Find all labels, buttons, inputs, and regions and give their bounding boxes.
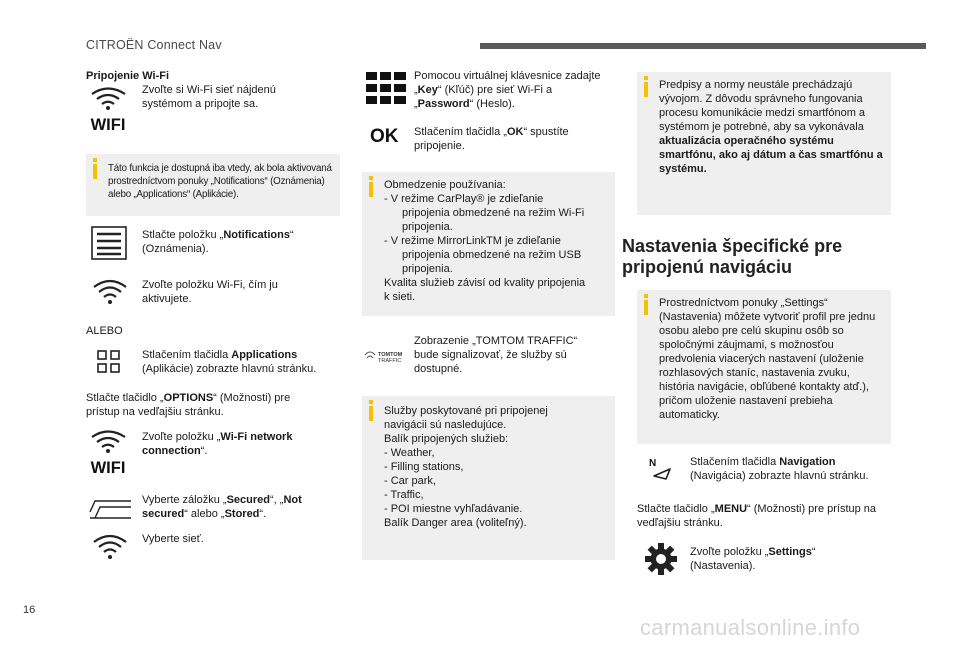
step-notifications: Stlačte položku „Notifications“ (Oznámenia). (142, 229, 294, 255)
header-bar (480, 43, 926, 49)
step-select-wifi-network: Zvoľte si Wi-Fi sieť nájdenú systémom a pripojte sa. (142, 84, 276, 110)
svg-text:N: N (649, 458, 657, 469)
note-box-regulations (637, 72, 891, 215)
navigation-arrow-icon (649, 456, 673, 480)
note-box-feature-availability (86, 154, 340, 216)
step-navigation: Stlačením tlačidla Navigation (Navigácia) zobrazte hlavnú stránku. (690, 456, 869, 482)
note-box-settings-profile (637, 290, 891, 444)
note-box-connected-services (362, 396, 615, 560)
note-marker (93, 164, 97, 179)
step-applications: Stlačením tlačidla Applications (Aplikácie) zobrazte hlavnú stránku. (142, 349, 317, 375)
step-press-ok: Stlačením tlačidla „OK“ spustíte pripojenie. (414, 126, 569, 152)
note-box-usage-limits (362, 172, 615, 316)
applications-grid-icon (97, 350, 121, 374)
wifi-icon (90, 532, 130, 564)
note-text: Prostredníctvom ponuky „Settings“ (Nastavenia) môžete vytvoriť profil pre jednu osobu alebo pre celú skupinu osôb so spoločnými záujmami, s možnosťou predvolenia viacerých nastavení (uloženie rozhlasových staníc, nastavenia zvuku, história navigácie, obľúbené kontakty atď.), pričom uloženie nastavení prebieha automaticky. (659, 297, 876, 421)
ok-button-icon: OK (370, 126, 399, 147)
step-select-network: Vyberte sieť. (142, 533, 204, 545)
step-wifi-network-connection: Zvoľte položku „Wi-Fi network connection“. (142, 431, 293, 457)
note-text: Obmedzenie používania: - V režime CarPlay® je zdieľanie pripojenia obmedzené na režim Wi-Fi pripojenia. - V režime MirrorLinkTM je zdieľanie pripojenia obmedzené na režim USB pripojenia. Kvalita služieb závisí od kvality pripojenia k sieti. (384, 179, 586, 303)
wifi-icon (86, 84, 131, 132)
tomtom-traffic-logo-icon (364, 346, 406, 366)
wifi-icon (86, 427, 131, 475)
tab-selector-icon (88, 494, 132, 520)
step-tomtom-traffic: Zobrazenie „TOMTOM TRAFFIC“ bude signalizovať, že služby sú dostupné. (414, 335, 578, 375)
or-separator: ALEBO (86, 325, 123, 337)
step-activate-wifi: Zvoľte položku Wi-Fi, čím ju aktivujete. (142, 279, 278, 305)
tomtom-logo-text: TOMTOM (378, 352, 403, 358)
note-text: Táto funkcia je dostupná iba vtedy, ak bola aktivovaná prostredníctvom ponuky „Notifications“ (Oznámenia) alebo „Applications“ (Aplikácie). (108, 163, 332, 200)
wifi-label: WIFI (90, 459, 126, 475)
svg-text:TRAFFIC: TRAFFIC (378, 358, 402, 364)
wifi-icon (90, 277, 130, 309)
step-select-tab: Vyberte záložku „Secured“, „Not secured“ alebo „Stored“. (142, 494, 302, 520)
notifications-list-icon (91, 226, 127, 260)
step-options: Stlačte tlačidlo „OPTIONS“ (Možnosti) pre prístup na vedľajšiu stránku. (86, 392, 291, 418)
note-marker (644, 300, 648, 315)
keyboard-icon (366, 72, 406, 104)
note-marker (369, 406, 373, 421)
watermark: carmanualsonline.info (640, 615, 861, 640)
document-header-title: CITROËN Connect Nav (86, 38, 222, 52)
note-text: Služby poskytované pri pripojenej navigácii sú nasledujúce. Balík pripojených služieb: - Weather, - Filling stations, - Car park, - Traffic, - POI miestne vyhľadávanie. Balík Danger area (voliteľný). (384, 405, 548, 529)
gear-icon (644, 542, 678, 576)
note-marker (644, 82, 648, 97)
section-title-wifi: Pripojenie Wi-Fi (86, 70, 170, 82)
wifi-label: WIFI (90, 116, 126, 132)
page-number: 16 (23, 604, 36, 616)
step-enter-key-password: Pomocou virtuálnej klávesnice zadajte „Key“ (Kľúč) pre sieť Wi-Fi a „Password“ (Heslo). (414, 70, 601, 110)
step-settings: Zvoľte položku „Settings“ (Nastavenia). (690, 546, 816, 572)
section-heading-navigation-settings: Nastavenia špecifické pre pripojenú navigáciu (622, 236, 843, 277)
step-menu: Stlačte tlačidlo „MENU“ (Možnosti) pre prístup na vedľajšiu stránku. (637, 503, 877, 529)
note-marker (369, 182, 373, 197)
note-text: Predpisy a normy neustále prechádzajú vývojom. Z dôvodu správneho fungovania procesu komunikácie medzi smartfónom a systémom je potrebné, aby sa vykonávala aktualizácia operačného systému smartfónu, ako aj dátum a čas smartfónu a systému. (659, 79, 883, 175)
